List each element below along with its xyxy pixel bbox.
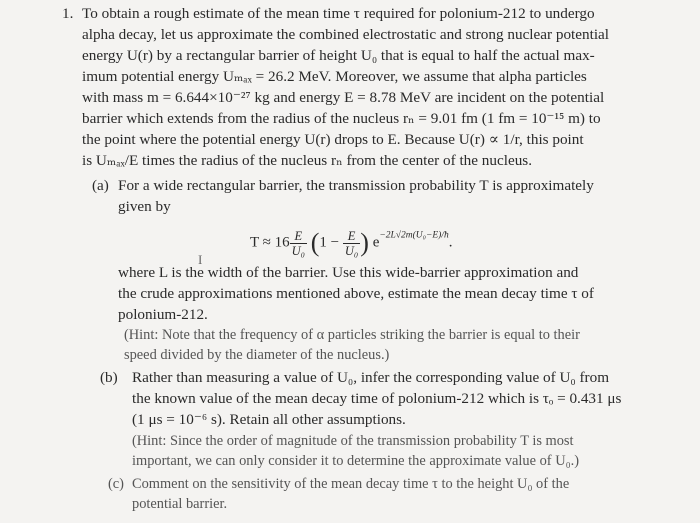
part-b-hint-line: important, we can only consider it to determine the approximate value of U₀.) bbox=[132, 453, 579, 469]
problem-line: the point where the potential energy U(r) drops to E. Because U(r) ∝ 1/r, this point bbox=[82, 131, 584, 148]
formula-period: . bbox=[448, 234, 453, 251]
problem-number: 1. bbox=[62, 5, 74, 22]
part-a-intro-line: For a wide rectangular barrier, the transmission probability T is approximately bbox=[118, 177, 594, 194]
part-a-intro-line: given by bbox=[118, 198, 171, 215]
problem-line: barrier which extends from the radius of the nucleus rₙ = 9.01 fm (1 fm = 10⁻¹⁵ m) to bbox=[82, 110, 601, 127]
part-b-body-line: the known value of the mean decay time of polonium-212 which is τₒ = 0.431 μs bbox=[132, 390, 622, 407]
part-a-hint-line: (Hint: Note that the frequency of α particles striking the barrier is equal to their bbox=[124, 327, 580, 343]
part-a-label: (a) bbox=[92, 177, 109, 194]
part-b-label: (b) bbox=[100, 369, 118, 386]
problem-line: is Uₘₐₓ/E times the radius of the nucleus rₙ from the center of the nucleus. bbox=[82, 152, 532, 169]
formula-exponent: −2L√2m(U₀−E)/ħ bbox=[379, 230, 449, 241]
formula-lhs: T ≈ 16 bbox=[250, 234, 290, 251]
problem-line: To obtain a rough estimate of the mean time τ required for polonium-212 to undergo bbox=[82, 5, 595, 22]
problem-line: alpha decay, let us approximate the combined electrostatic and strong nuclear potential bbox=[82, 26, 610, 43]
part-a-hint-line: speed divided by the diameter of the nucleus.) bbox=[124, 347, 390, 363]
part-c-label: (c) bbox=[108, 476, 124, 492]
problem-line: imum potential energy Uₘₐₓ = 26.2 MeV. Moreover, we assume that alpha particles bbox=[82, 68, 587, 85]
problem-line: energy U(r) by a rectangular barrier of height U₀ that is equal to half the actual max- bbox=[82, 47, 595, 64]
part-c-body-line: potential barrier. bbox=[132, 496, 228, 512]
part-a-body-line: where L is the width of the barrier. Use this wide-barrier approximation and bbox=[118, 264, 579, 281]
formula-exp-base: e bbox=[372, 234, 380, 251]
transmission-formula: T ≈ 16 $\frac{E}{\text{U₀}}$ (1 − $\frac{E}{\text{U₀}}$ ) $e^{-2L√2m(U_0-E)/ħ}$. bbox=[250, 228, 453, 258]
formula-fraction-1: $\frac{E}{\text{U₀}}$ bbox=[291, 228, 305, 258]
problem-line: with mass m = 6.644×10⁻²⁷ kg and energy E = 8.78 MeV are incident on the potential bbox=[82, 89, 605, 106]
part-a-body-line: polonium-212. bbox=[118, 306, 208, 323]
part-b-body-line: Rather than measuring a value of U₀, infer the corresponding value of U₀ from bbox=[132, 369, 610, 386]
part-b-hint-line: (Hint: Since the order of magnitude of the transmission probability T is most bbox=[132, 433, 574, 449]
part-a-body-line: the crude approximations mentioned above, estimate the mean decay time τ of bbox=[118, 285, 594, 302]
part-c-body-line: Comment on the sensitivity of the mean decay time τ to the height U₀ of the bbox=[132, 476, 570, 492]
formula-fraction-2: $\frac{E}{\text{U₀}}$ bbox=[344, 228, 359, 258]
text-cursor-icon: I bbox=[198, 252, 203, 267]
formula-one-minus: 1 − bbox=[319, 234, 340, 251]
part-b-body-line: (1 μs = 10⁻⁶ s). Retain all other assumptions. bbox=[132, 411, 406, 428]
